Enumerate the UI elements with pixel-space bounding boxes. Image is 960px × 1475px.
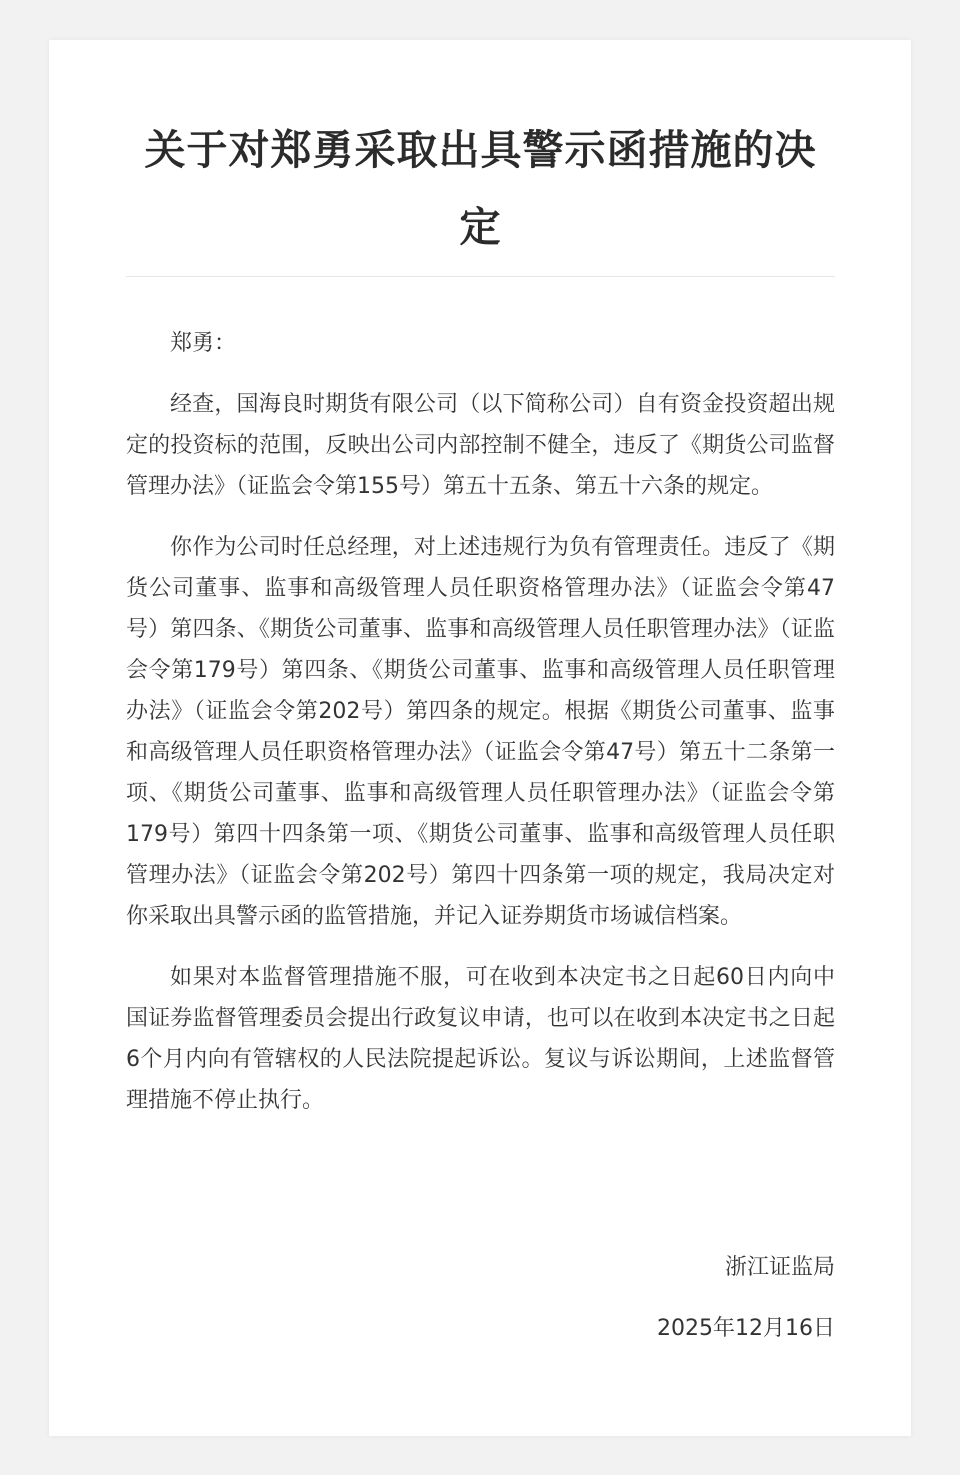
title-divider (126, 276, 835, 277)
document-title: 关于对郑勇采取出具警示函措施的决定 (144, 126, 817, 251)
document-body (126, 323, 835, 1141)
salutation: 郑勇： (170, 331, 237, 356)
paragraph-decision: 你作为公司时任总经理，对上述违规行为负有管理责任。违反了《期货公司董事、监事和高级管理人员任职资格管理办法》（证监会令第47号）第四条、《期货公司董事、监事和高级管理人员任职管理办法》（证监会令第179号）第四条、《期货公司董事、监事和高级管理人员任职管理办法》（证监会令第202号）第四条的规定。根据《期货公司董事、监事和高级管理人员任职资格管理办法》（证监会令第47号）第五十二条第一项、《期货公司董事、监事和高级管理人员任职管理办法》（证监会令第179号）第四十四条第一项、《期货公司董事、监事和高级管理人员任职管理办法》（证监会令第202号）第四十四条第一项的规定，我局决定对你采取出具警示函的监管措施，并记入证券期货市场诚信档案。 (126, 535, 835, 929)
paragraph-appeal: 如果对本监督管理措施不服，可在收到本决定书之日起60日内向中国证券监督管理委员会提出行政复议申请，也可以在收到本决定书之日起6个月内向有管辖权的人民法院提起诉讼。复议与诉讼期间，上述监督管理措施不停止执行。 (126, 965, 835, 1113)
paragraph-findings: 经查，国海良时期货有限公司（以下简称公司）自有资金投资超出规定的投资标的范围，反映出公司内部控制不健全，违反了《期货公司监督管理办法》（证监会令第155号）第五十五条、第五十六条的规定。 (126, 392, 835, 499)
issue-date: 2025年12月16日 (657, 1316, 835, 1341)
document-card (49, 40, 911, 1436)
issuer-name: 浙江证监局 (724, 1255, 835, 1280)
